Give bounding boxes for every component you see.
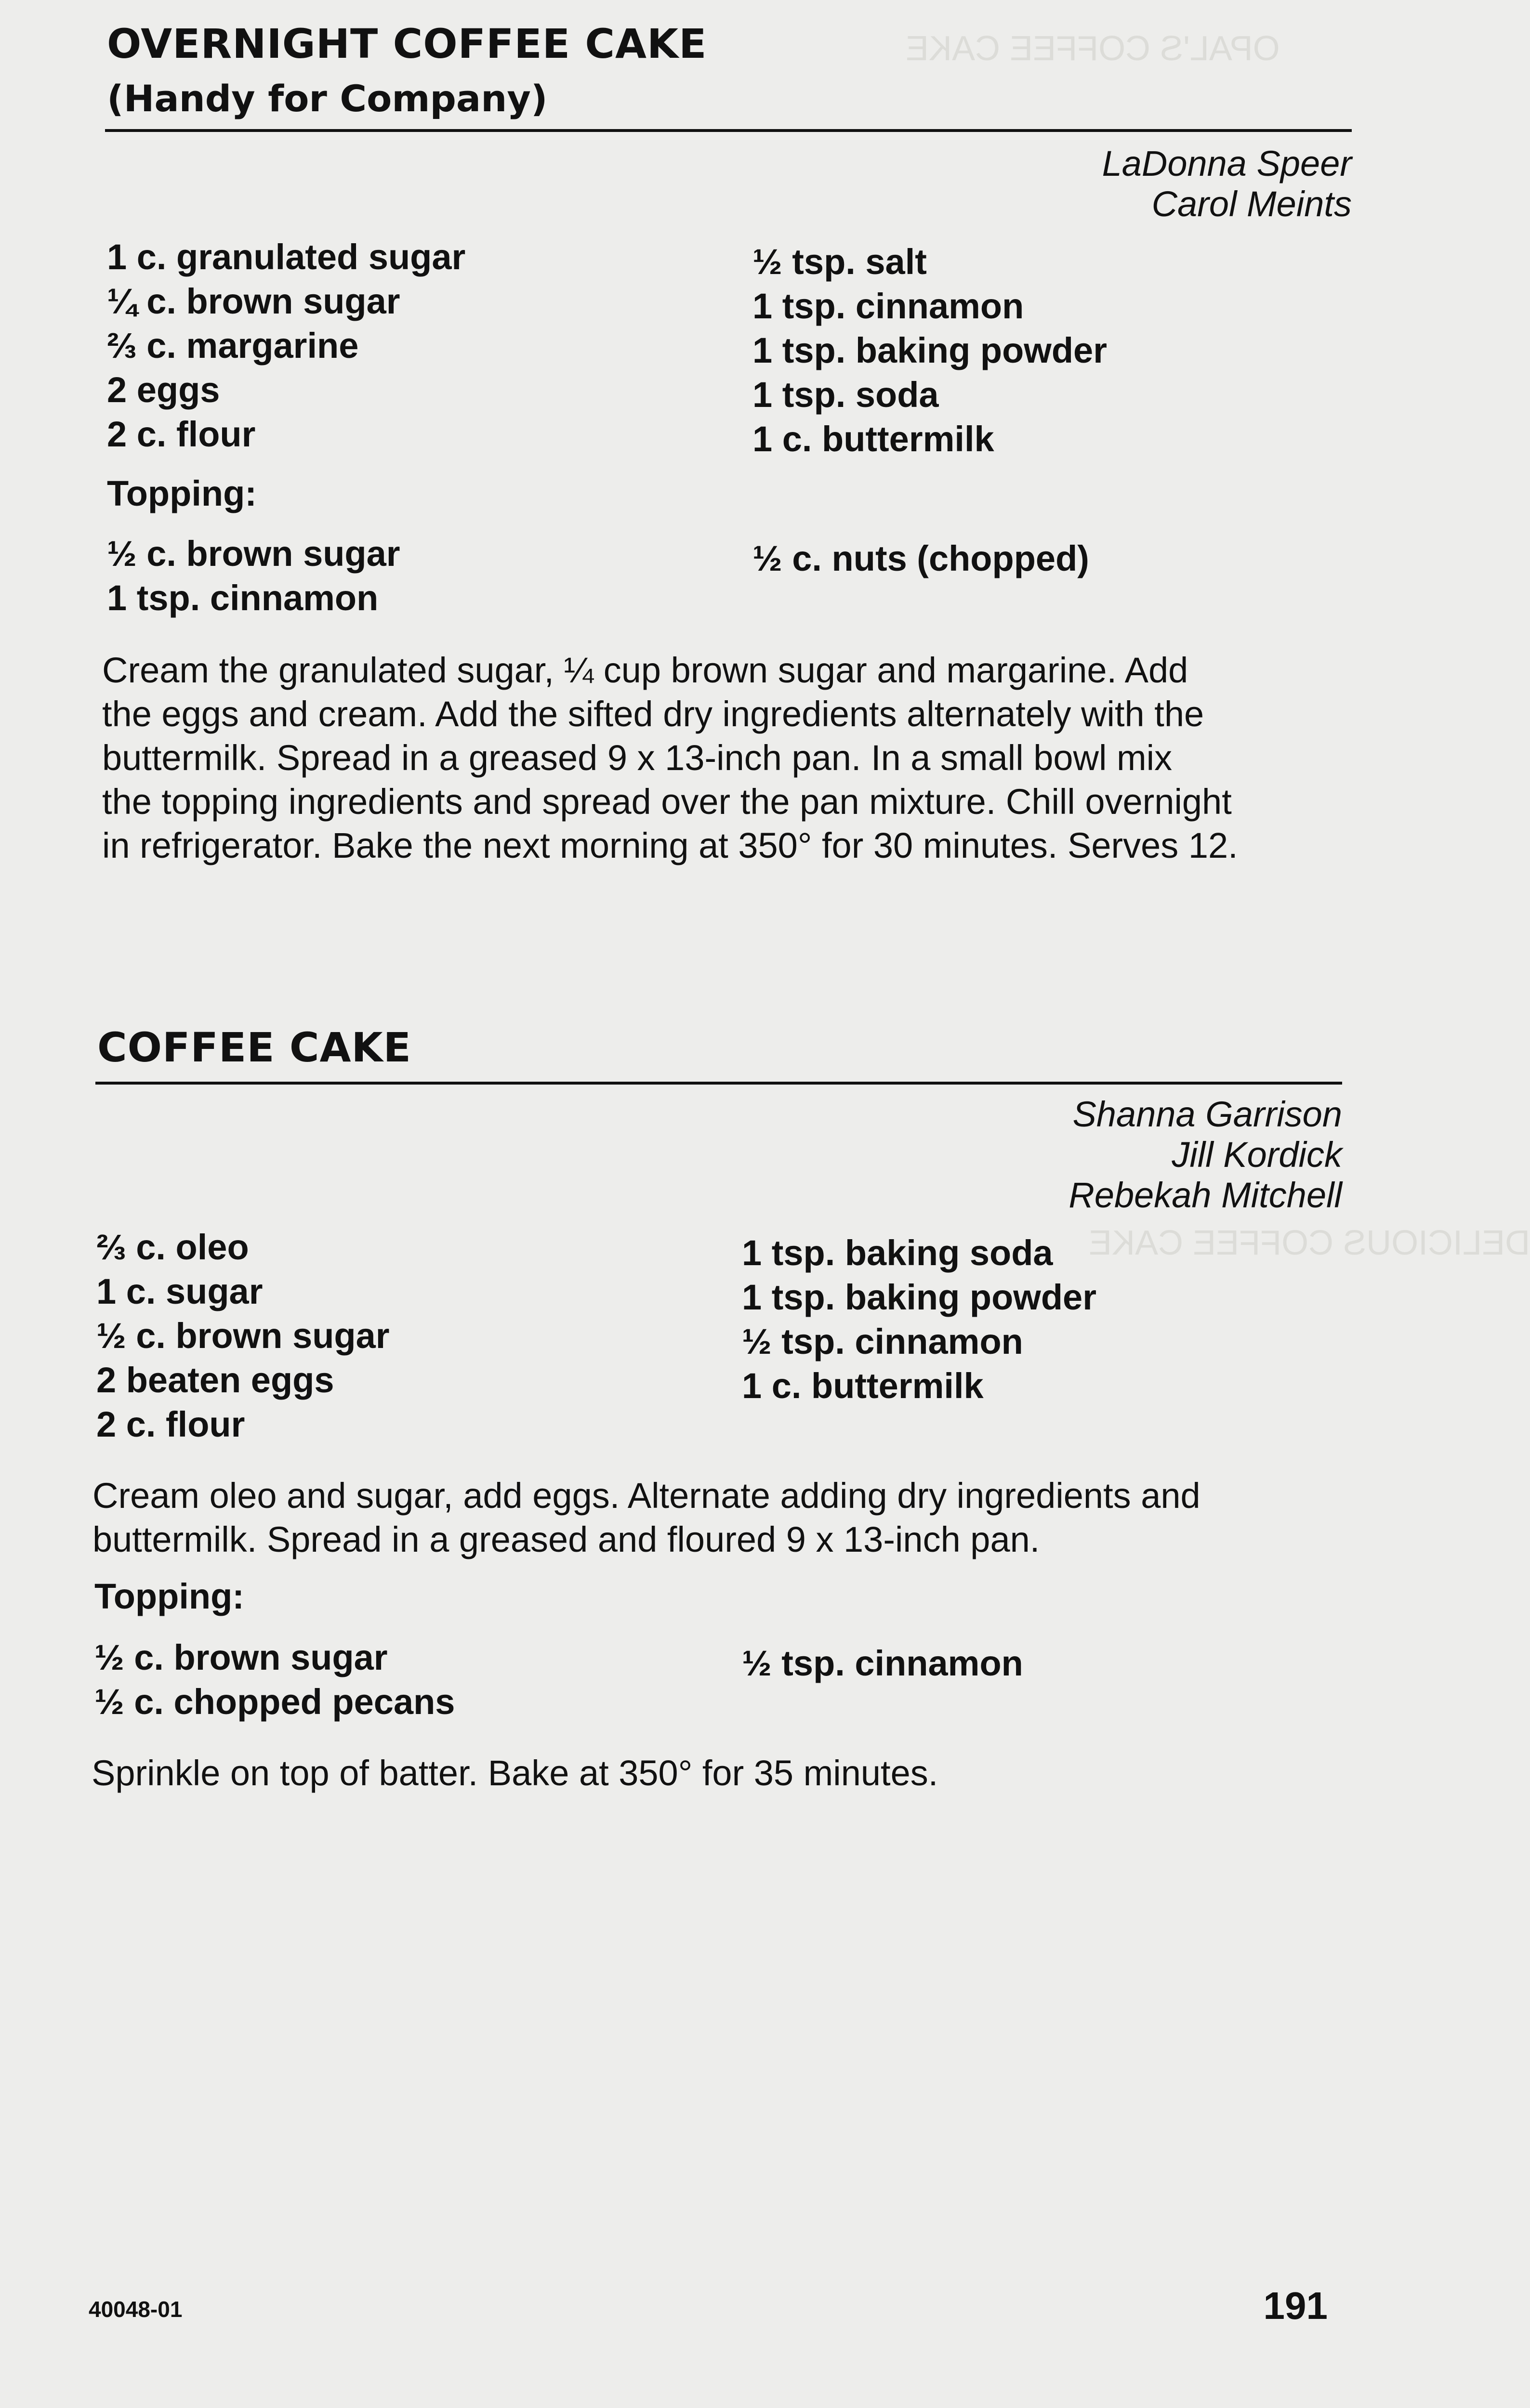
recipe-title: COFFEE CAKE (97, 1024, 411, 1071)
contributor: Jill Kordick (1172, 1135, 1342, 1175)
ingredient: ½ c. brown sugar (96, 1316, 390, 1356)
bleed-through-text: DELICIOUS COFFEE CAKE (1089, 1224, 1530, 1262)
ingredient: 1 tsp. baking soda (742, 1233, 1053, 1273)
ingredient-list-left (96, 1225, 390, 1447)
direction-line: the eggs and cream. Add the sifted dry ingredients alternately with the (102, 694, 1204, 734)
recipe-subtitle: (Handy for Company) (107, 77, 548, 120)
ingredient: 1 tsp. baking powder (742, 1277, 1096, 1317)
ingredient: ¼ c. brown sugar (107, 281, 400, 321)
ingredient: 2 eggs (107, 370, 220, 410)
ingredient: ⅔ c. margarine (107, 326, 359, 366)
ingredient-list-left (107, 235, 465, 457)
contributor-list (1102, 144, 1352, 224)
contributor: Shanna Garrison (1072, 1094, 1342, 1134)
ingredient: ⅔ c. oleo (96, 1227, 249, 1267)
ingredient-list-right (752, 240, 1107, 461)
ingredient: ½ c. brown sugar (107, 534, 400, 574)
ingredient: ½ c. chopped pecans (94, 1682, 455, 1722)
bleed-through-text: OPAL'S COFFEE CAKE (906, 29, 1280, 68)
ingredient: 2 c. flour (107, 414, 256, 454)
ingredient: ½ tsp. cinnamon (742, 1322, 1023, 1361)
ingredient: 2 c. flour (96, 1404, 245, 1444)
contributor: LaDonna Speer (1102, 144, 1352, 183)
title-rule (95, 1082, 1342, 1085)
ingredient: 1 c. buttermilk (752, 419, 994, 459)
title-rule (105, 129, 1352, 132)
topping-heading: Topping: (94, 1576, 244, 1616)
final-direction: Sprinkle on top of batter. Bake at 350° for 35 minutes. (92, 1753, 938, 1793)
ingredient: ½ tsp. salt (752, 242, 927, 282)
topping-list-left (94, 1636, 455, 1724)
ingredient: ½ c. brown sugar (94, 1637, 388, 1677)
direction-line: buttermilk. Spread in a greased and floured 9 x 13-inch pan. (92, 1519, 1040, 1559)
contributor-list (1068, 1094, 1342, 1216)
direction-line: Cream the granulated sugar, ¼ cup brown sugar and margarine. Add (102, 650, 1188, 690)
direction-line: Cream oleo and sugar, add eggs. Alternate adding dry ingredients and (92, 1476, 1200, 1516)
ingredient: 1 tsp. soda (752, 375, 939, 415)
direction-line: buttermilk. Spread in a greased 9 x 13-inch pan. In a small bowl mix (102, 738, 1173, 778)
direction-line: the topping ingredients and spread over the pan mixture. Chill overnight (102, 782, 1232, 822)
topping-list-left (107, 532, 400, 620)
ingredient: 1 tsp. cinnamon (752, 286, 1024, 326)
ingredient: 1 c. sugar (96, 1271, 263, 1311)
ingredient: 1 c. buttermilk (742, 1366, 984, 1406)
ingredient: ½ tsp. cinnamon (742, 1643, 1023, 1683)
topping-list-right (742, 1641, 1023, 1686)
book-code: 40048-01 (89, 2297, 183, 2322)
direction-line: in refrigerator. Bake the next morning at 350° for 30 minutes. Serves 12. (102, 825, 1238, 865)
contributor: Rebekah Mitchell (1068, 1175, 1342, 1215)
ingredient: 1 c. granulated sugar (107, 237, 466, 277)
directions (92, 1474, 1200, 1561)
ingredient: 2 beaten eggs (96, 1360, 334, 1400)
ingredient: ½ c. nuts (chopped) (752, 538, 1089, 578)
topping-list-right (752, 537, 1089, 581)
ingredient-list-right (742, 1231, 1096, 1408)
ingredient: 1 tsp. cinnamon (107, 578, 379, 618)
recipe-title: OVERNIGHT COFFEE CAKE (107, 20, 707, 67)
topping-heading: Topping: (107, 473, 257, 513)
ingredient: 1 tsp. baking powder (752, 330, 1107, 370)
directions (102, 648, 1238, 867)
contributor: Carol Meints (1151, 184, 1352, 224)
page-number: 191 (1263, 2284, 1328, 2327)
